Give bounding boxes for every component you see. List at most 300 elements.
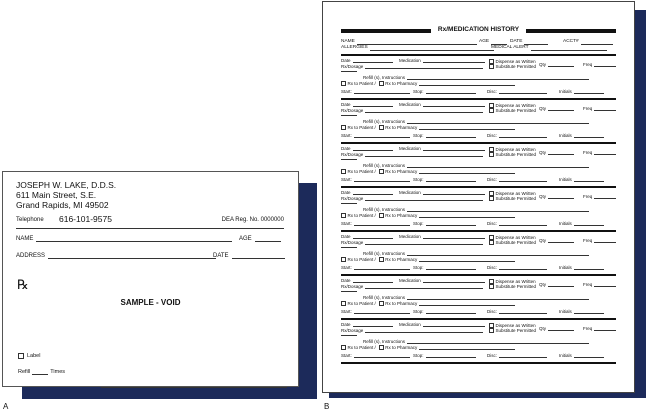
entry-medication-line[interactable] <box>423 281 485 283</box>
substitute-checkbox[interactable] <box>489 108 494 113</box>
entry-freq-field[interactable] <box>583 106 616 111</box>
entry-stop-field[interactable] <box>413 133 476 138</box>
entry-dosage-label: Rx/Dosage <box>341 108 364 113</box>
rx-patient-checkbox[interactable] <box>341 301 346 306</box>
entry-qty-field[interactable] <box>539 150 574 155</box>
entry-initials-line[interactable] <box>574 180 604 182</box>
entry-dosage-line[interactable] <box>365 155 483 157</box>
entry-date-line[interactable] <box>353 149 393 151</box>
entry-freq-line[interactable] <box>594 109 616 111</box>
entry-blank-line[interactable] <box>341 114 357 116</box>
panel-b-label: B <box>324 402 330 411</box>
entry-rx-patient-label: Rx to Patient / <box>347 257 376 262</box>
entry-refill-field[interactable] <box>363 339 589 344</box>
entry-dosage-line[interactable] <box>365 287 483 289</box>
entry-start-label: Start: <box>341 265 352 270</box>
entry-dispense-label: Dispense as Written <box>495 191 536 196</box>
age-field[interactable] <box>239 236 281 242</box>
address-label: ADDRESS <box>16 253 46 259</box>
refill-count-line[interactable] <box>32 374 48 375</box>
entry-dosage-label: Rx/Dosage <box>341 152 364 157</box>
entry-freq-label: Freq <box>583 238 593 243</box>
header-age-label: AGE <box>479 39 490 44</box>
entry-freq-field[interactable] <box>583 238 616 243</box>
rx-pharmacy-checkbox[interactable] <box>379 257 384 262</box>
entry-start-label: Start: <box>341 133 352 138</box>
entry-rx-patient-option[interactable] <box>341 301 515 306</box>
entry-disc-field[interactable] <box>487 265 547 270</box>
entry-initials-field[interactable] <box>559 133 604 138</box>
doctor-address-line2: Grand Rapids, MI 49502 <box>16 200 109 210</box>
header-allergies-label: ALLERGIES <box>341 45 368 50</box>
entry-qty-field[interactable] <box>539 282 574 287</box>
entry-start-label: Start: <box>341 221 352 226</box>
entry-disc-line[interactable] <box>499 312 547 314</box>
entry-substitute-option[interactable] <box>489 64 536 69</box>
entry-start-field[interactable] <box>341 265 410 270</box>
entry-pharmacy-line[interactable] <box>419 260 515 262</box>
entry-qty-field[interactable] <box>539 62 574 67</box>
entry-start-line[interactable] <box>354 180 410 182</box>
entry-medication-line[interactable] <box>423 193 485 195</box>
entry-rx-patient-option[interactable] <box>341 213 515 218</box>
dea-number: DEA Reg. No. 0000000 <box>221 217 284 223</box>
entry-pharmacy-line[interactable] <box>419 348 515 350</box>
entry-date-label: Date <box>341 58 351 63</box>
entry-start-line[interactable] <box>354 312 410 314</box>
entry-date-field[interactable] <box>341 278 393 283</box>
entry-dosage-label: Rx/Dosage <box>341 284 364 289</box>
entry-refill-line[interactable] <box>407 298 589 300</box>
entry-disc-line[interactable] <box>499 268 547 270</box>
entry-refill-field[interactable] <box>363 163 589 168</box>
entry-pharmacy-line[interactable] <box>419 172 515 174</box>
entry-qty-field[interactable] <box>539 326 574 331</box>
entry-rx-pharmacy-label: Rx to Pharmacy <box>385 81 418 86</box>
entry-stop-line[interactable] <box>426 92 476 94</box>
entry-date-label: Date <box>341 102 351 107</box>
entry-rx-patient-option[interactable] <box>341 345 515 350</box>
entry-pharmacy-line[interactable] <box>419 84 515 86</box>
entry-date-line[interactable] <box>353 193 393 195</box>
entry-refill-label: Refill (s), Instructions <box>363 207 406 212</box>
entry-start-field[interactable] <box>341 353 410 358</box>
entry-freq-label: Freq <box>583 326 593 331</box>
entry-medication-line[interactable] <box>423 105 485 107</box>
rx-pharmacy-checkbox[interactable] <box>379 213 384 218</box>
entry-date-line[interactable] <box>353 237 393 239</box>
label-checkbox-text: Label <box>27 353 41 359</box>
entry-substitute-option[interactable] <box>489 284 536 289</box>
entry-qty-label: Qty <box>539 326 547 331</box>
entry-qty-line[interactable] <box>548 109 574 111</box>
entry-dosage-field[interactable] <box>341 284 483 289</box>
entry-blank-line[interactable] <box>341 334 357 336</box>
entry-start-line[interactable] <box>354 268 410 270</box>
entry-freq-field[interactable] <box>583 62 616 67</box>
entry-disc-line[interactable] <box>499 224 547 226</box>
header-alert-line[interactable] <box>531 49 607 51</box>
entry-substitute-option[interactable] <box>489 152 536 157</box>
entry-freq-line[interactable] <box>594 65 616 67</box>
name-label: NAME <box>16 236 34 242</box>
entry-stop-line[interactable] <box>426 224 476 226</box>
entry-initials-label: Initials <box>559 309 572 314</box>
entry-initials-field[interactable] <box>559 265 604 270</box>
entry-stop-line[interactable] <box>426 136 476 138</box>
entry-qty-field[interactable] <box>539 238 574 243</box>
rx-pharmacy-checkbox[interactable] <box>379 345 384 350</box>
entry-disc-label: Disc: <box>487 353 497 358</box>
entry-medication-field[interactable] <box>399 278 485 283</box>
entry-qty-label: Qty <box>539 106 547 111</box>
entry-dosage-line[interactable] <box>365 199 483 201</box>
entry-divider <box>341 362 616 364</box>
entry-stop-field[interactable] <box>413 177 476 182</box>
entry-date-field[interactable] <box>341 102 393 107</box>
rx-patient-checkbox[interactable] <box>341 213 346 218</box>
entry-dispense-label: Dispense as Written <box>495 323 536 328</box>
entry-initials-field[interactable] <box>559 89 604 94</box>
substitute-checkbox[interactable] <box>489 196 494 201</box>
entry-stop-line[interactable] <box>426 356 476 358</box>
entry-initials-field[interactable] <box>559 353 604 358</box>
entry-dosage-line[interactable] <box>365 67 483 69</box>
entry-initials-line[interactable] <box>574 224 604 226</box>
entry-medication-field[interactable] <box>399 322 485 327</box>
entry-stop-field[interactable] <box>413 353 476 358</box>
entry-initials-label: Initials <box>559 353 572 358</box>
entry-substitute-label: Substitute Permitted <box>495 328 537 333</box>
entry-stop-label: Stop: <box>413 177 424 182</box>
label-checkbox[interactable] <box>18 353 24 359</box>
entry-date-line[interactable] <box>353 325 393 327</box>
entry-rx-patient-label: Rx to Patient / <box>347 125 376 130</box>
prescription-pad <box>2 171 299 387</box>
entry-freq-field[interactable] <box>583 326 616 331</box>
entry-disc-line[interactable] <box>499 356 547 358</box>
age-line[interactable] <box>255 240 281 242</box>
entry-refill-field[interactable] <box>363 295 589 300</box>
rx-patient-checkbox[interactable] <box>341 125 346 130</box>
entry-initials-line[interactable] <box>574 312 604 314</box>
entry-dosage-field[interactable] <box>341 152 483 157</box>
entry-start-label: Start: <box>341 309 352 314</box>
header-acct-label: ACCT# <box>563 39 579 44</box>
entry-refill-line[interactable] <box>407 122 589 124</box>
entry-medication-field[interactable] <box>399 146 485 151</box>
entry-freq-line[interactable] <box>594 197 616 199</box>
entry-initials-label: Initials <box>559 177 572 182</box>
entry-date-field[interactable] <box>341 190 393 195</box>
entry-initials-line[interactable] <box>574 92 604 94</box>
substitute-checkbox[interactable] <box>489 64 494 69</box>
entry-start-label: Start: <box>341 353 352 358</box>
entry-refill-field[interactable] <box>363 75 589 80</box>
entry-pharmacy-line[interactable] <box>419 128 515 130</box>
entry-initials-field[interactable] <box>559 177 604 182</box>
doctor-name: JOSEPH W. LAKE, D.D.S. <box>16 180 117 190</box>
entry-disc-field[interactable] <box>487 353 547 358</box>
entry-freq-label: Freq <box>583 282 593 287</box>
entry-freq-label: Freq <box>583 150 593 155</box>
entry-rx-pharmacy-label: Rx to Pharmacy <box>385 345 418 350</box>
entry-refill-line[interactable] <box>407 78 589 80</box>
entry-qty-label: Qty <box>539 238 547 243</box>
entry-qty-field[interactable] <box>539 194 574 199</box>
entry-substitute-option[interactable] <box>489 328 536 333</box>
entry-initials-field[interactable] <box>559 309 604 314</box>
header-alert-field[interactable] <box>491 45 607 51</box>
times-label: Times <box>50 369 66 375</box>
entry-disc-label: Disc: <box>487 265 497 270</box>
entry-dosage-field[interactable] <box>341 328 483 333</box>
entry-refill-line[interactable] <box>407 254 589 256</box>
entry-rx-pharmacy-label: Rx to Pharmacy <box>385 301 418 306</box>
entry-rx-patient-option[interactable] <box>341 125 515 130</box>
entry-freq-line[interactable] <box>594 153 616 155</box>
entry-date-label: Date <box>341 190 351 195</box>
entry-start-line[interactable] <box>354 136 410 138</box>
entry-medication-field[interactable] <box>399 102 485 107</box>
refill-row <box>18 369 65 375</box>
entry-substitute-label: Substitute Permitted <box>495 152 537 157</box>
entry-rx-patient-option[interactable] <box>341 257 515 262</box>
entry-disc-field[interactable] <box>487 177 547 182</box>
entry-blank-line[interactable] <box>341 202 357 204</box>
signature-line[interactable] <box>101 387 287 388</box>
rx-patient-checkbox[interactable] <box>341 345 346 350</box>
substitute-checkbox[interactable] <box>489 328 494 333</box>
entry-medication-label: Medication <box>399 278 421 283</box>
rx-pharmacy-checkbox[interactable] <box>379 81 384 86</box>
entry-stop-field[interactable] <box>413 89 476 94</box>
entry-refill-label: Refill (s), Instructions <box>363 295 406 300</box>
entry-freq-line[interactable] <box>594 329 616 331</box>
rx-pharmacy-checkbox[interactable] <box>379 125 384 130</box>
rx-pharmacy-checkbox[interactable] <box>379 169 384 174</box>
entry-qty-line[interactable] <box>548 329 574 331</box>
entry-freq-label: Freq <box>583 194 593 199</box>
entry-medication-field[interactable] <box>399 190 485 195</box>
entry-stop-field[interactable] <box>413 309 476 314</box>
entry-start-line[interactable] <box>354 356 410 358</box>
medication-entry <box>341 232 616 276</box>
entry-rx-pharmacy-label: Rx to Pharmacy <box>385 169 418 174</box>
substitute-checkbox[interactable] <box>489 152 494 157</box>
entry-qty-line[interactable] <box>548 285 574 287</box>
entry-medication-line[interactable] <box>423 325 485 327</box>
entry-stop-field[interactable] <box>413 221 476 226</box>
entry-substitute-label: Substitute Permitted <box>495 196 537 201</box>
entry-pharmacy-line[interactable] <box>419 216 515 218</box>
date-line[interactable] <box>232 257 285 259</box>
entry-medication-label: Medication <box>399 146 421 151</box>
entry-disc-label: Disc: <box>487 177 497 182</box>
entry-stop-label: Stop: <box>413 353 424 358</box>
entry-initials-field[interactable] <box>559 221 604 226</box>
entry-initials-label: Initials <box>559 221 572 226</box>
entry-initials-line[interactable] <box>574 356 604 358</box>
entry-rx-patient-option[interactable] <box>341 169 515 174</box>
entry-qty-label: Qty <box>539 194 547 199</box>
entry-qty-field[interactable] <box>539 106 574 111</box>
telephone-row <box>16 214 284 226</box>
entry-start-field[interactable] <box>341 221 410 226</box>
entry-refill-label: Refill (s), Instructions <box>363 75 406 80</box>
entry-dosage-field[interactable] <box>341 108 483 113</box>
entry-date-label: Date <box>341 278 351 283</box>
header-allergies-line[interactable] <box>370 49 494 51</box>
address-line[interactable] <box>48 257 216 259</box>
entry-blank-line[interactable] <box>341 290 357 292</box>
entry-rx-patient-label: Rx to Patient / <box>347 345 376 350</box>
entry-refill-line[interactable] <box>407 166 589 168</box>
entry-date-line[interactable] <box>353 105 393 107</box>
entry-refill-label: Refill (s), Instructions <box>363 251 406 256</box>
entry-start-label: Start: <box>341 89 352 94</box>
entry-medication-line[interactable] <box>423 149 485 151</box>
entry-medication-field[interactable] <box>399 58 485 63</box>
entry-dispense-label: Dispense as Written <box>495 279 536 284</box>
entry-qty-line[interactable] <box>548 153 574 155</box>
entry-refill-label: Refill (s), Instructions <box>363 163 406 168</box>
entry-substitute-option[interactable] <box>489 240 536 245</box>
entry-stop-label: Stop: <box>413 221 424 226</box>
name-line[interactable] <box>36 240 232 242</box>
entry-refill-line[interactable] <box>407 210 589 212</box>
entry-substitute-label: Substitute Permitted <box>495 240 537 245</box>
entry-stop-line[interactable] <box>426 180 476 182</box>
entry-date-field[interactable] <box>341 146 393 151</box>
rx-pharmacy-checkbox[interactable] <box>379 301 384 306</box>
rx-patient-checkbox[interactable] <box>341 81 346 86</box>
entry-stop-label: Stop: <box>413 265 424 270</box>
entry-medication-line[interactable] <box>423 61 485 63</box>
entry-start-field[interactable] <box>341 89 410 94</box>
entry-pharmacy-line[interactable] <box>419 304 515 306</box>
entry-qty-line[interactable] <box>548 241 574 243</box>
telephone-value: 616-101-9575 <box>59 214 112 224</box>
entry-initials-line[interactable] <box>574 268 604 270</box>
entry-dosage-line[interactable] <box>365 111 483 113</box>
entry-dosage-field[interactable] <box>341 196 483 201</box>
entry-date-line[interactable] <box>353 61 393 63</box>
entry-freq-line[interactable] <box>594 285 616 287</box>
entry-date-label: Date <box>341 234 351 239</box>
entry-dosage-label: Rx/Dosage <box>341 240 364 245</box>
entry-disc-field[interactable] <box>487 89 547 94</box>
entry-disc-label: Disc: <box>487 133 497 138</box>
entry-refill-label: Refill (s), Instructions <box>363 339 406 344</box>
entry-freq-field[interactable] <box>583 282 616 287</box>
entry-start-line[interactable] <box>354 224 410 226</box>
entry-dosage-label: Rx/Dosage <box>341 196 364 201</box>
header-divider <box>16 228 284 229</box>
entry-disc-field[interactable] <box>487 133 547 138</box>
entry-blank-line[interactable] <box>341 246 357 248</box>
entry-rx-pharmacy-label: Rx to Pharmacy <box>385 125 418 130</box>
substitute-checkbox[interactable] <box>489 240 494 245</box>
entry-refill-line[interactable] <box>407 342 589 344</box>
entry-initials-line[interactable] <box>574 136 604 138</box>
entry-refill-field[interactable] <box>363 207 589 212</box>
rx-patient-checkbox[interactable] <box>341 169 346 174</box>
entry-start-field[interactable] <box>341 309 410 314</box>
date-field[interactable] <box>213 253 285 259</box>
sample-void-watermark: SAMPLE - VOID <box>120 298 181 307</box>
entry-start-field[interactable] <box>341 133 410 138</box>
entry-refill-field[interactable] <box>363 251 589 256</box>
entry-blank-line[interactable] <box>341 70 357 72</box>
address-field[interactable] <box>16 253 216 259</box>
entry-date-field[interactable] <box>341 234 393 239</box>
entry-rx-patient-label: Rx to Patient / <box>347 81 376 86</box>
entry-initials-label: Initials <box>559 265 572 270</box>
entry-disc-line[interactable] <box>499 136 547 138</box>
entry-freq-line[interactable] <box>594 241 616 243</box>
entry-date-field[interactable] <box>341 322 393 327</box>
entry-dosage-label: Rx/Dosage <box>341 64 364 69</box>
medication-history-form <box>322 1 635 393</box>
entry-medication-label: Medication <box>399 234 421 239</box>
entry-qty-line[interactable] <box>548 65 574 67</box>
entry-disc-line[interactable] <box>499 180 547 182</box>
entry-date-field[interactable] <box>341 58 393 63</box>
entry-stop-line[interactable] <box>426 312 476 314</box>
label-checkbox-row[interactable] <box>18 353 40 359</box>
entry-rx-patient-option[interactable] <box>341 81 515 86</box>
entry-stop-field[interactable] <box>413 265 476 270</box>
entry-substitute-option[interactable] <box>489 196 536 201</box>
entry-disc-field[interactable] <box>487 309 547 314</box>
entry-medication-label: Medication <box>399 322 421 327</box>
form-title: Rx/MEDICATION HISTORY <box>323 26 634 33</box>
entry-blank-line[interactable] <box>341 158 357 160</box>
entry-dosage-line[interactable] <box>365 331 483 333</box>
entry-medication-field[interactable] <box>399 234 485 239</box>
entry-start-line[interactable] <box>354 92 410 94</box>
header-allergies-field[interactable] <box>341 45 494 51</box>
entry-stop-label: Stop: <box>413 309 424 314</box>
entry-disc-field[interactable] <box>487 221 547 226</box>
entry-freq-field[interactable] <box>583 150 616 155</box>
telephone-label: Telephone <box>16 217 44 223</box>
entry-date-label: Date <box>341 322 351 327</box>
entry-start-field[interactable] <box>341 177 410 182</box>
entry-dosage-field[interactable] <box>341 64 483 69</box>
medication-entry <box>341 100 616 144</box>
entry-dosage-line[interactable] <box>365 243 483 245</box>
entry-qty-line[interactable] <box>548 197 574 199</box>
entry-medication-line[interactable] <box>423 237 485 239</box>
entry-substitute-label: Substitute Permitted <box>495 108 537 113</box>
entry-freq-field[interactable] <box>583 194 616 199</box>
entry-freq-label: Freq <box>583 62 593 67</box>
entry-date-line[interactable] <box>353 281 393 283</box>
entry-medication-label: Medication <box>399 102 421 107</box>
entry-stop-line[interactable] <box>426 268 476 270</box>
entry-refill-field[interactable] <box>363 119 589 124</box>
substitute-checkbox[interactable] <box>489 284 494 289</box>
entry-medication-label: Medication <box>399 58 421 63</box>
entry-dosage-field[interactable] <box>341 240 483 245</box>
patient-name-field[interactable] <box>16 236 232 242</box>
entry-disc-line[interactable] <box>499 92 547 94</box>
entry-substitute-option[interactable] <box>489 108 536 113</box>
entry-rx-pharmacy-label: Rx to Pharmacy <box>385 213 418 218</box>
rx-patient-checkbox[interactable] <box>341 257 346 262</box>
